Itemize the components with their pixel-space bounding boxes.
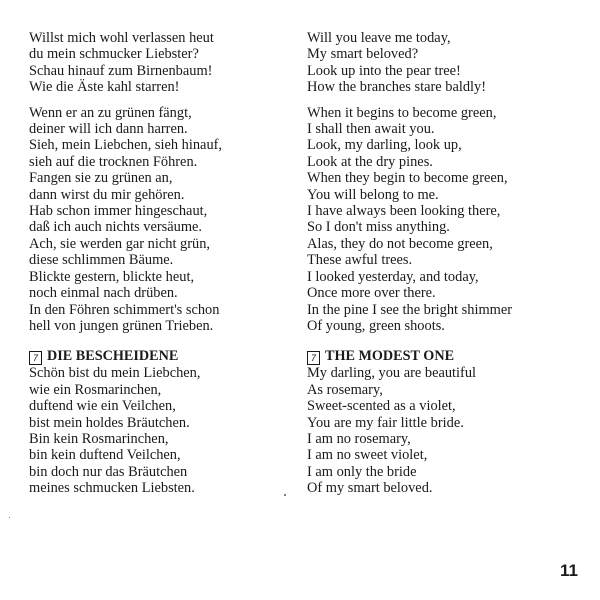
lyric-line: So I don't miss anything.	[307, 219, 450, 236]
lyric-line: Once more over there.	[307, 285, 436, 302]
lyric-line: You will belong to me.	[307, 186, 439, 203]
lyric-line: My smart beloved?	[307, 46, 419, 63]
lyric-line: meines schmucken Liebsten.	[29, 480, 195, 497]
lyric-line: daß ich auch nichts versäume.	[29, 219, 203, 236]
lyric-line: Schön bist du mein Liebchen,	[29, 365, 201, 382]
lyric-line: Wenn er an zu grünen fängt,	[29, 104, 192, 121]
lyric-line: Look up into the pear tree!	[307, 62, 461, 79]
lyric-line: Alas, they do not become green,	[307, 235, 493, 252]
song-spacer	[29, 334, 279, 348]
lyric-line: I shall then await you.	[307, 121, 435, 138]
song2-english-heading	[307, 348, 577, 365]
lyric-line: du mein schmucker Liebster?	[29, 46, 199, 63]
german-column	[29, 30, 279, 497]
lyric-line: I have always been looking there,	[307, 203, 501, 220]
track-number-badge: 7	[307, 351, 320, 365]
lyric-line: As rosemary,	[307, 381, 383, 398]
lyric-line: dann wirst du mir gehören.	[29, 186, 185, 203]
lyric-line: My darling, you are beautiful	[307, 365, 477, 382]
lyric-line: Blickte gestern, blickte heut,	[29, 268, 195, 285]
lyric-line: bin kein duftend Veilchen,	[29, 447, 181, 464]
lyric-line: When they begin to become green,	[307, 170, 508, 187]
lyric-line: I am no rosemary,	[307, 430, 411, 447]
song1-german-stanza-2	[29, 105, 279, 335]
song1-english-stanza-2	[307, 105, 577, 335]
lyric-line: I am no sweet violet,	[307, 447, 428, 464]
lyric-line: hell von jungen grünen Trieben.	[29, 317, 214, 334]
lyric-line: deiner will ich dann harren.	[29, 121, 188, 138]
lyric-line: When it begins to become green,	[307, 104, 497, 121]
lyric-line: Fangen sie zu grünen an,	[29, 170, 173, 187]
print-speck	[284, 494, 286, 496]
lyric-line: Of young, green shoots.	[307, 317, 445, 334]
lyric-line: Hab schon immer hingeschaut,	[29, 203, 208, 220]
song2-german-lyrics	[29, 365, 279, 496]
lyric-line: I looked yesterday, and today,	[307, 268, 479, 285]
lyric-line: bist mein holdes Bräutchen.	[29, 414, 190, 431]
lyric-line: In the pine I see the bright shimmer	[307, 301, 513, 318]
song1-english-stanza-1	[307, 30, 577, 96]
lyric-line: How the branches stare baldly!	[307, 79, 487, 96]
lyric-line: sieh auf die trocknen Föhren.	[29, 153, 198, 170]
print-speck	[9, 517, 10, 518]
lyric-line: wie ein Rosmarinchen,	[29, 381, 162, 398]
song-spacer	[307, 334, 577, 348]
lyric-line: Sieh, mein Liebchen, sieh hinauf,	[29, 137, 223, 154]
lyric-line: I am only the bride	[307, 463, 417, 480]
page-number: 11	[560, 561, 578, 580]
song2-german-title: DIE BESCHEIDENE	[47, 348, 179, 365]
lyric-line: Wie die Äste kahl starren!	[29, 79, 180, 96]
lyric-line: You are my fair little bride.	[307, 414, 464, 431]
song2-english-lyrics	[307, 365, 577, 496]
lyric-line: diese schlimmen Bäume.	[29, 252, 174, 269]
lyric-line: Bin kein Rosmarinchen,	[29, 430, 169, 447]
lyric-line: Schau hinauf zum Birnenbaum!	[29, 62, 213, 79]
lyric-line: noch einmal nach drüben.	[29, 285, 178, 302]
song2-english-title: THE MODEST ONE	[325, 348, 455, 365]
song1-german-stanza-1	[29, 30, 279, 96]
lyric-line: Sweet-scented as a violet,	[307, 398, 456, 415]
english-column	[307, 30, 577, 497]
lyric-line: Look at the dry pines.	[307, 153, 433, 170]
track-number-badge: 7	[29, 351, 42, 365]
lyric-line: These awful trees.	[307, 252, 413, 269]
lyric-line: Willst mich wohl verlassen heut	[29, 30, 214, 46]
lyric-line: Will you leave me today,	[307, 30, 451, 46]
lyric-line: In den Föhren schimmert's schon	[29, 301, 220, 318]
lyric-line: bin doch nur das Bräutchen	[29, 463, 188, 480]
lyric-line: Ach, sie werden gar nicht grün,	[29, 235, 211, 252]
lyric-line: duftend wie ein Veilchen,	[29, 398, 176, 415]
stanza-spacer	[307, 96, 577, 105]
lyric-line: Of my smart beloved.	[307, 480, 433, 497]
stanza-spacer	[29, 96, 279, 105]
lyric-line: Look, my darling, look up,	[307, 137, 462, 154]
song2-german-heading	[29, 348, 279, 365]
